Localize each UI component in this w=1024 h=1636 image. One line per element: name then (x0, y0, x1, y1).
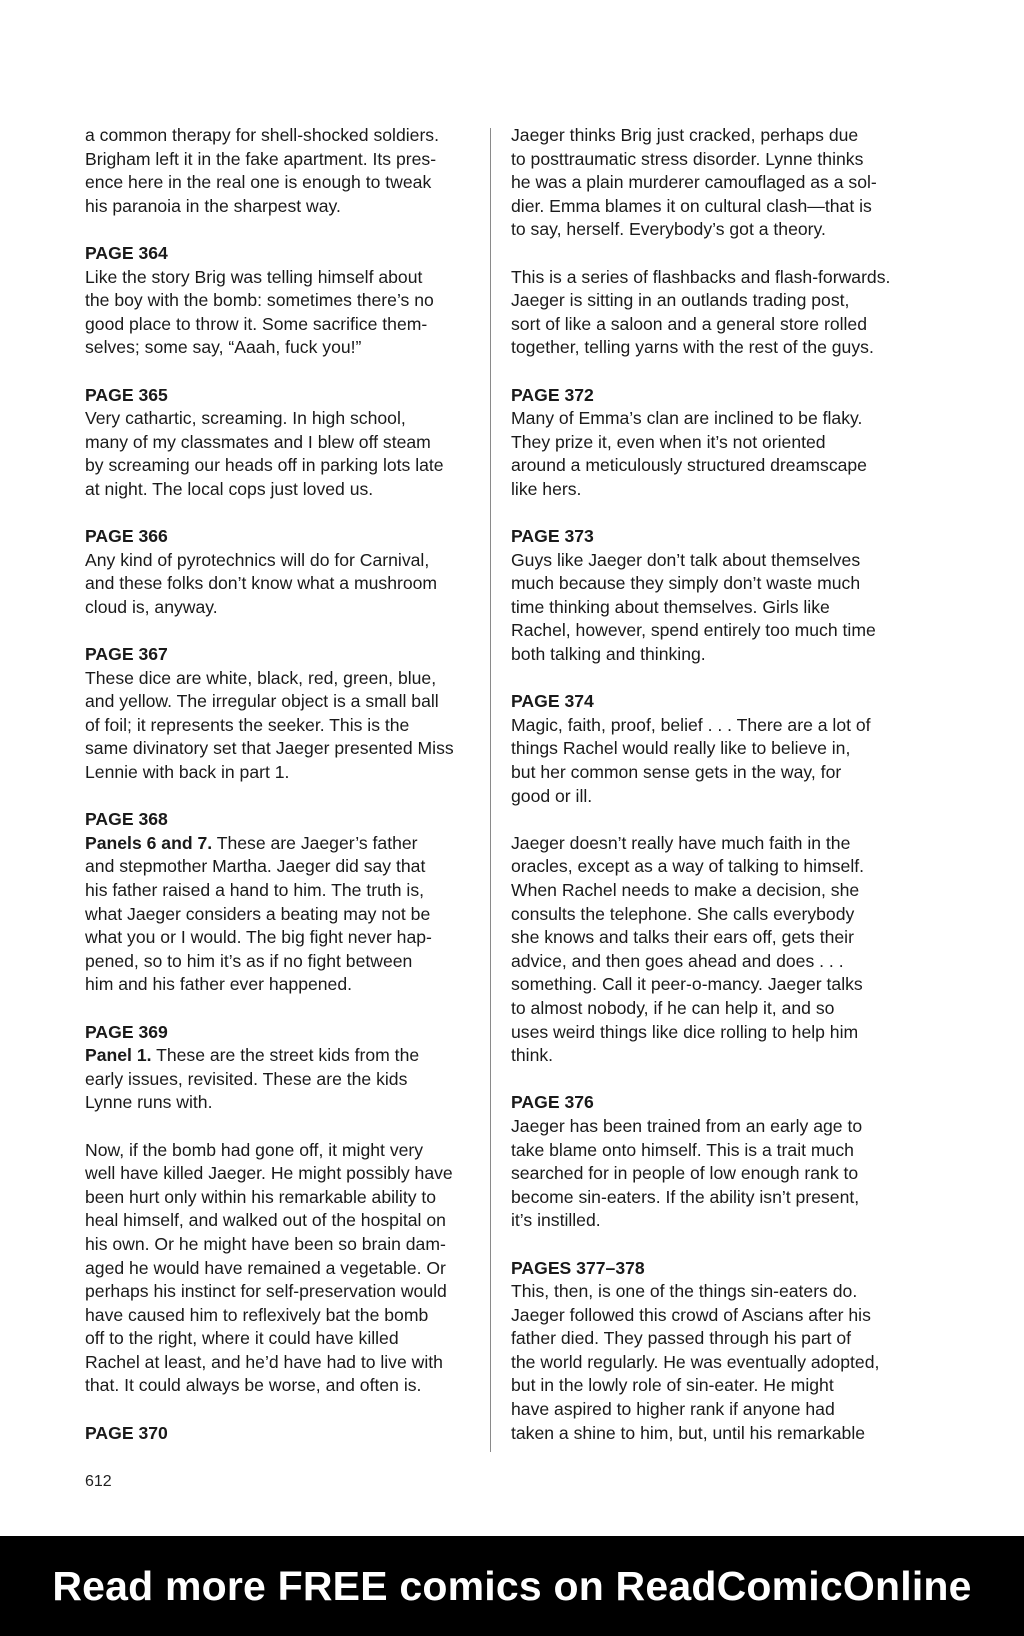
text-line: Many of Emma’s clan are inclined to be flaky. (511, 408, 863, 429)
text-line: a common therapy for shell-shocked soldiers. (85, 125, 439, 145)
text-line: Rachel, however, spend entirely too much time (511, 620, 876, 641)
text-line: she knows and talks their ears off, gets their (511, 927, 854, 948)
text-line: This, then, is one of the things sin-eaters do. (511, 1281, 858, 1302)
text-line: something. Call it peer-o-mancy. Jaeger talks (511, 974, 863, 995)
paragraph-gap (85, 1398, 475, 1422)
text-line: ence here in the real one is enough to tweak (85, 172, 432, 193)
text-line: think. (511, 1045, 554, 1066)
section-heading: PAGE 367 (85, 644, 168, 665)
text-line: it’s instilled. (511, 1210, 601, 1231)
text-line: They prize it, even when it’s not oriented (511, 431, 826, 452)
text-line: his father raised a hand to him. The truth is, (85, 880, 425, 900)
text-line: off to the right, where it could have killed (85, 1328, 399, 1349)
paragraph-gap (85, 1115, 475, 1139)
text-line: Lynne runs with. (85, 1092, 213, 1113)
text-line: that. It could always be worse, and often is. (85, 1375, 422, 1396)
paragraph-gap (511, 1233, 906, 1257)
text-line: uses weird things like dice rolling to help him (511, 1021, 859, 1042)
panel-lead-text: These are the street kids from the (151, 1045, 420, 1066)
text-line: the boy with the bomb: sometimes there’s no (85, 290, 434, 311)
page-number: 612 (85, 1473, 112, 1490)
text-line: him and his father ever happened. (85, 974, 353, 995)
text-line: father died. They passed through his part of (511, 1328, 852, 1349)
paragraph-gap (511, 1068, 906, 1092)
text-line: sort of like a saloon and a general store rolled (511, 313, 867, 334)
text-line: to almost nobody, if he can help it, and so (511, 997, 835, 1018)
text-line: Jaeger followed this crowd of Ascians after his (511, 1304, 871, 1325)
paragraph-gap (85, 997, 475, 1021)
text-line: like hers. (511, 478, 582, 499)
text-line: pened, so to him it’s as if no fight between (85, 950, 413, 971)
text-line: around a meticulously structured dreamscape (511, 455, 867, 476)
text-line: well have killed Jaeger. He might possibly have (85, 1163, 453, 1184)
text-line: These dice are white, black, red, green, blue, (85, 667, 437, 688)
text-line: and stepmother Martha. Jaeger did say that (85, 856, 426, 877)
text-line: dier. Emma blames it on cultural clash—that is (511, 195, 872, 216)
section-heading: PAGE 370 (85, 1422, 168, 1443)
paragraph-gap (511, 360, 906, 384)
section-heading: PAGE 365 (85, 384, 168, 405)
text-line: have caused him to reflexively bat the bomb (85, 1304, 429, 1325)
paragraph-gap (511, 808, 906, 832)
text-line: good place to throw it. Some sacrifice them- (85, 313, 428, 334)
text-line: time thinking about themselves. Girls like (511, 596, 830, 617)
section-heading: PAGE 364 (85, 242, 168, 263)
text-line: by screaming our heads off in parking lots late (85, 455, 444, 476)
section-heading: PAGE 373 (511, 526, 594, 547)
text-line: things Rachel would really like to believe in, (511, 738, 851, 759)
text-line: of foil; it represents the seeker. This is the (85, 714, 410, 735)
text-line: cloud is, anyway. (85, 596, 218, 617)
text-line: heal himself, and walked out of the hospital on (85, 1210, 446, 1231)
text-line: taken a shine to him, but, until his remarkable (511, 1422, 866, 1443)
paragraph-gap (511, 667, 906, 691)
section-heading: PAGE 369 (85, 1021, 168, 1042)
paragraph-gap (85, 619, 475, 643)
text-line: Brigham left it in the fake apartment. Its pres- (85, 148, 437, 169)
paragraph-gap (511, 242, 906, 266)
text-line: Very cathartic, screaming. In high school, (85, 408, 406, 429)
text-line: When Rachel needs to make a decision, she (511, 880, 860, 900)
text-line: consults the telephone. She calls everybody (511, 903, 855, 924)
text-line: Like the story Brig was telling himself about (85, 266, 423, 287)
text-line: have aspired to higher rank if anyone had (511, 1399, 835, 1420)
text-line: Jaeger has been trained from an early age to (511, 1115, 863, 1136)
text-line: good or ill. (511, 785, 593, 806)
text-line: become sin-eaters. If the ability isn’t present, (511, 1186, 860, 1207)
text-line: Jaeger thinks Brig just cracked, perhaps due (511, 125, 859, 145)
text-line: early issues, revisited. These are the kids (85, 1068, 408, 1089)
paragraph-gap (511, 502, 906, 526)
text-line: Magic, faith, proof, belief . . . There are a lot of (511, 714, 871, 735)
text-line: Jaeger is sitting in an outlands trading post, (511, 290, 850, 311)
text-line: to posttraumatic stress disorder. Lynne thinks (511, 148, 864, 169)
text-line: and these folks don’t know what a mushroom (85, 573, 438, 594)
text-line: selves; some say, “Aaah, fuck you!” (85, 337, 362, 358)
text-line: he was a plain murderer camouflaged as a sol- (511, 172, 877, 193)
text-line: aged he would have remained a vegetable. Or (85, 1257, 446, 1278)
section-heading: PAGE 376 (511, 1092, 594, 1113)
text-line: what Jaeger considers a beating may not be (85, 903, 431, 924)
text-line: many of my classmates and I blew off steam (85, 431, 431, 452)
text-line: oracles, except as a way of talking to himself. (511, 856, 865, 877)
paragraph-gap (85, 360, 475, 384)
paragraph-gap (85, 785, 475, 809)
text-line: together, telling yarns with the rest of the guys. (511, 337, 874, 358)
text-line: much because they simply don’t waste much (511, 573, 861, 594)
text-line: searched for in people of low enough rank to (511, 1163, 859, 1184)
section-heading: PAGE 372 (511, 384, 594, 405)
text-line: but her common sense gets in the way, for (511, 762, 842, 783)
text-line: Rachel at least, and he’d have had to live with (85, 1351, 443, 1372)
text-line: what you or I would. The big fight never hap- (85, 927, 432, 948)
text-line: the world regularly. He was eventually adopted, (511, 1351, 880, 1372)
text-line: to say, herself. Everybody’s got a theory. (511, 219, 826, 240)
text-line: advice, and then goes ahead and does . . . (511, 950, 844, 971)
text-line: Now, if the bomb had gone off, it might very (85, 1139, 424, 1160)
left-text-column (85, 124, 475, 1445)
paragraph-gap (85, 218, 475, 242)
text-line: take blame onto himself. This is a trait much (511, 1139, 854, 1160)
panel-lead-label: Panels 6 and 7. (85, 832, 213, 853)
section-heading: PAGE 366 (85, 526, 168, 547)
text-line-with-lead (85, 1044, 475, 1068)
text-line-with-lead (85, 832, 475, 856)
section-heading: PAGES 377–378 (511, 1257, 645, 1278)
text-line: This is a series of flashbacks and flash-forwards. (511, 266, 891, 287)
text-line: his own. Or he might have been so brain dam- (85, 1233, 446, 1254)
text-line: perhaps his instinct for self-preservation would (85, 1281, 447, 1302)
promo-banner[interactable] (0, 1536, 1024, 1636)
panel-lead-text: These are Jaeger’s father (212, 832, 418, 853)
text-line: but in the lowly role of sin-eater. He might (511, 1375, 834, 1396)
text-line: Any kind of pyrotechnics will do for Carnival, (85, 549, 430, 570)
text-line: same divinatory set that Jaeger presented Miss (85, 738, 454, 759)
text-line: at night. The local cops just loved us. (85, 478, 374, 499)
text-line: both talking and thinking. (511, 644, 706, 665)
paragraph-gap (85, 502, 475, 526)
right-text-column (511, 124, 906, 1445)
promo-banner-text[interactable]: Read more FREE comics on ReadComicOnline (52, 1562, 972, 1609)
text-line: his paranoia in the sharpest way. (85, 195, 341, 216)
column-divider (490, 128, 491, 1452)
panel-lead-label: Panel 1. (85, 1045, 152, 1066)
text-line: Guys like Jaeger don’t talk about themselves (511, 549, 861, 570)
section-heading: PAGE 374 (511, 691, 594, 712)
text-line: been hurt only within his remarkable ability to (85, 1186, 437, 1207)
text-line: Lennie with back in part 1. (85, 762, 290, 783)
section-heading: PAGE 368 (85, 809, 168, 830)
text-line: and yellow. The irregular object is a small ball (85, 691, 439, 712)
text-line: Jaeger doesn’t really have much faith in the (511, 832, 851, 853)
